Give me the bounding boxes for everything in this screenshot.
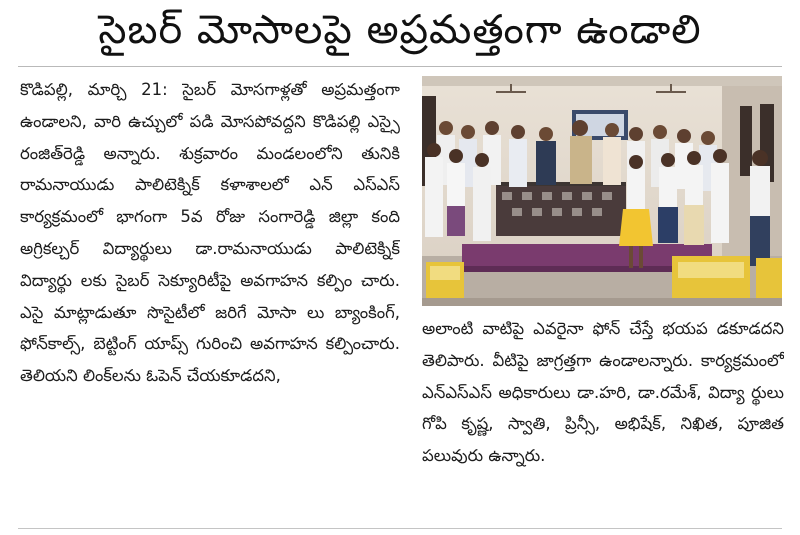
article-headline: సైబర్ మోసాలపై అప్రమత్తంగా ఉండాలి <box>98 7 702 53</box>
bottom-divider <box>18 528 782 529</box>
article-body-right-column: అలాంటి వాటిపై ఎవరైనా ఫోన్ చేస్తే భయప డకూడదని తెలిపారు. వీటిపై జాగ్రత్తగా ఉండాలన్నారు. కార్యక్రమంలో ఎన్‌ఎస్‌ఎస్ అధికారులు డా.హరి, డా.రమేశ్, విద్యా ర్థులు గోపి కృష్ణ, స్వాతి, ప్రిన్సీ, అభిషేక్, నిఖిత, పూజిత పలువురు ఉన్నారు. <box>422 319 784 466</box>
group-photo <box>422 76 782 306</box>
headline-divider <box>18 66 782 67</box>
article-body-left-column: కొడిపల్లి, మార్చి 21: సైబర్ మోసగాళ్లతో అప్రమత్తంగా ఉండాలని, వారి ఉచ్చులో పడి మోసపోవద్దని కొడిపల్లి ఎస్సై రంజిత్‌రెడ్డి అన్నారు. శుక్రవారం మండలంలోని తునికి రామనాయుడు పాలిటెక్నిక్ కళాశాలలో ఎన్ ఎస్‌ఎస్ కార్యక్రమంలో భాగంగా 5వ రోజు సంగారెడ్డి జిల్లా కంది అగ్రికల్చర్ విద్యార్థులు డా.రామనాయుడు పాలిటెక్నిక్ విద్యార్థు లకు సైబర్ సెక్యూరిటీపై అవగాహన కల్పిం చారు. ఎసై మాట్లాడుతూ సొసైటీలో జరిగే మోసా లు బ్యాంకింగ్, ఫోన్‌కాల్స్, బెట్టింగ్ యాప్స్ గురించి అవగాహన కల్పించారు. తెలియని లింక్‌లను ఓపెన్ చేయకూడదని, <box>20 80 400 386</box>
